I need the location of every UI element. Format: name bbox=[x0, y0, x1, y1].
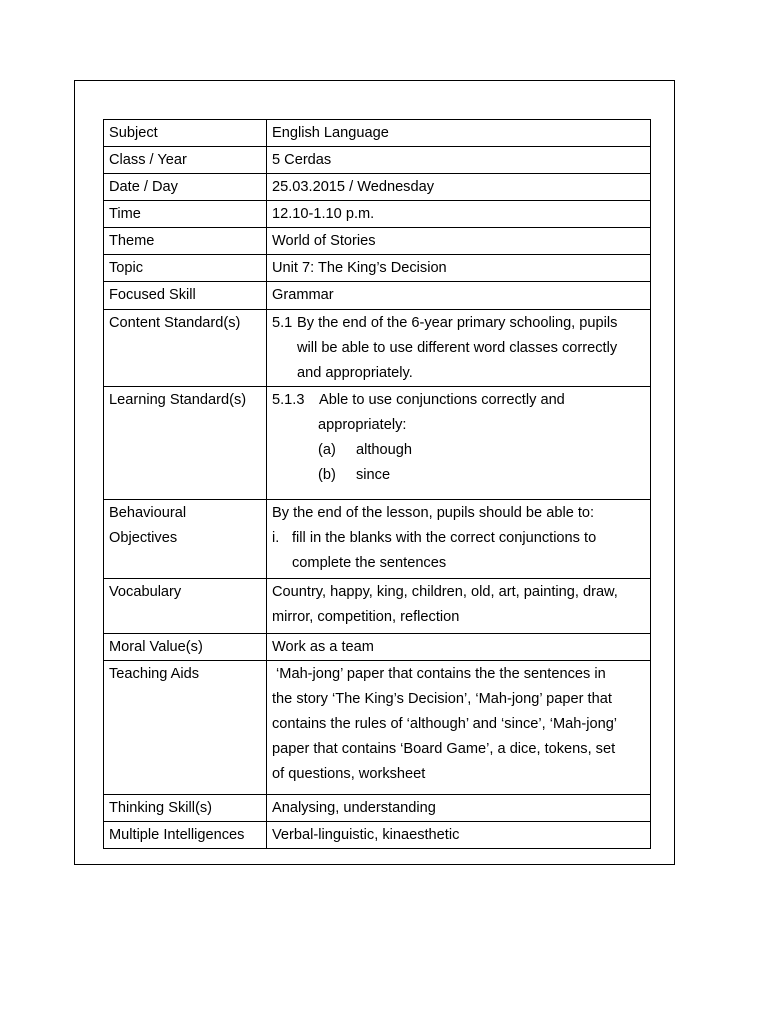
objective-number: i. bbox=[272, 530, 280, 546]
option-letter: (b) bbox=[318, 467, 336, 483]
option-text: although bbox=[356, 442, 412, 458]
label-topic: Topic bbox=[104, 255, 267, 282]
row-learning-standard bbox=[104, 387, 651, 500]
option-text: since bbox=[356, 467, 391, 483]
row-behavioural-objectives bbox=[104, 500, 651, 579]
value-topic: Unit 7: The King’s Decision bbox=[267, 255, 651, 282]
row-moral-values bbox=[104, 634, 651, 661]
value-multiple-intelligences: Verbal-linguistic, kinaesthetic bbox=[267, 822, 651, 849]
label-behavioural-line-2: Objectives bbox=[109, 530, 178, 546]
teaching-aids-line: contains the rules of ‘although’ and ‘since’, ‘Mah-jong’ bbox=[272, 716, 618, 732]
row-teaching-aids bbox=[104, 661, 651, 795]
value-vocabulary bbox=[267, 579, 651, 634]
content-standard-line-3: and appropriately. bbox=[297, 365, 413, 381]
option-letter: (a) bbox=[318, 442, 336, 458]
vocabulary-line-1: Country, happy, king, children, old, art, painting, draw, bbox=[272, 584, 618, 600]
objective-line-2: complete the sentences bbox=[292, 555, 447, 571]
label-thinking-skills: Thinking Skill(s) bbox=[104, 795, 267, 822]
content-standard-line-2: will be able to use different word classes correctly bbox=[297, 340, 618, 356]
label-class-year: Class / Year bbox=[104, 147, 267, 174]
label-content-standard: Content Standard(s) bbox=[104, 310, 267, 387]
row-content-standard bbox=[104, 310, 651, 387]
teaching-aids-line: of questions, worksheet bbox=[272, 766, 426, 782]
objectives-intro: By the end of the lesson, pupils should be able to: bbox=[272, 505, 595, 521]
row-time bbox=[104, 201, 651, 228]
row-multiple-intelligences bbox=[104, 822, 651, 849]
teaching-aids-line: paper that contains ‘Board Game’, a dice, tokens, set bbox=[272, 741, 616, 757]
label-subject: Subject bbox=[104, 120, 267, 147]
objective-line-1: fill in the blanks with the correct conjunctions to bbox=[292, 530, 597, 546]
row-vocabulary bbox=[104, 579, 651, 634]
value-theme: World of Stories bbox=[267, 228, 651, 255]
label-vocabulary: Vocabulary bbox=[104, 579, 267, 634]
value-time: 12.10-1.10 p.m. bbox=[267, 201, 651, 228]
value-moral-values: Work as a team bbox=[267, 634, 651, 661]
value-behavioural-objectives bbox=[267, 500, 651, 579]
value-class-year: 5 Cerdas bbox=[267, 147, 651, 174]
teaching-aids-line: the story ‘The King’s Decision’, ‘Mah-jong’ paper that bbox=[272, 691, 612, 707]
label-teaching-aids: Teaching Aids bbox=[104, 661, 267, 795]
row-subject bbox=[104, 120, 651, 147]
value-content-standard bbox=[267, 310, 651, 387]
value-subject: English Language bbox=[267, 120, 651, 147]
row-date-day bbox=[104, 174, 651, 201]
learning-standard-line-1: Able to use conjunctions correctly and bbox=[319, 392, 565, 408]
learning-standard-number: 5.1.3 bbox=[272, 392, 305, 408]
lesson-plan-table bbox=[103, 119, 651, 849]
label-time: Time bbox=[104, 201, 267, 228]
learning-standard-option bbox=[272, 463, 645, 488]
content-standard-number: 5.1 bbox=[272, 315, 293, 331]
learning-standard-line-2: appropriately: bbox=[318, 417, 407, 433]
label-date-day: Date / Day bbox=[104, 174, 267, 201]
label-behavioural-line-1: Behavioural bbox=[109, 505, 187, 521]
value-learning-standard bbox=[267, 387, 651, 500]
row-theme bbox=[104, 228, 651, 255]
label-focused-skill: Focused Skill bbox=[104, 282, 267, 310]
row-topic bbox=[104, 255, 651, 282]
row-class-year bbox=[104, 147, 651, 174]
content-standard-line-1: By the end of the 6-year primary schooling, pupils bbox=[297, 315, 618, 331]
label-theme: Theme bbox=[104, 228, 267, 255]
value-thinking-skills: Analysing, understanding bbox=[267, 795, 651, 822]
vocabulary-line-2: mirror, competition, reflection bbox=[272, 609, 460, 625]
row-focused-skill bbox=[104, 282, 651, 310]
label-moral-values: Moral Value(s) bbox=[104, 634, 267, 661]
label-behavioural-objectives bbox=[104, 500, 267, 579]
value-teaching-aids bbox=[267, 661, 651, 795]
learning-standard-option bbox=[272, 438, 645, 463]
label-learning-standard: Learning Standard(s) bbox=[104, 387, 267, 500]
teaching-aids-line: ‘Mah-jong’ paper that contains the the sentences in bbox=[272, 666, 606, 682]
value-date-day: 25.03.2015 / Wednesday bbox=[267, 174, 651, 201]
label-multiple-intelligences: Multiple Intelligences bbox=[104, 822, 267, 849]
value-focused-skill: Grammar bbox=[267, 282, 651, 310]
row-thinking-skills bbox=[104, 795, 651, 822]
